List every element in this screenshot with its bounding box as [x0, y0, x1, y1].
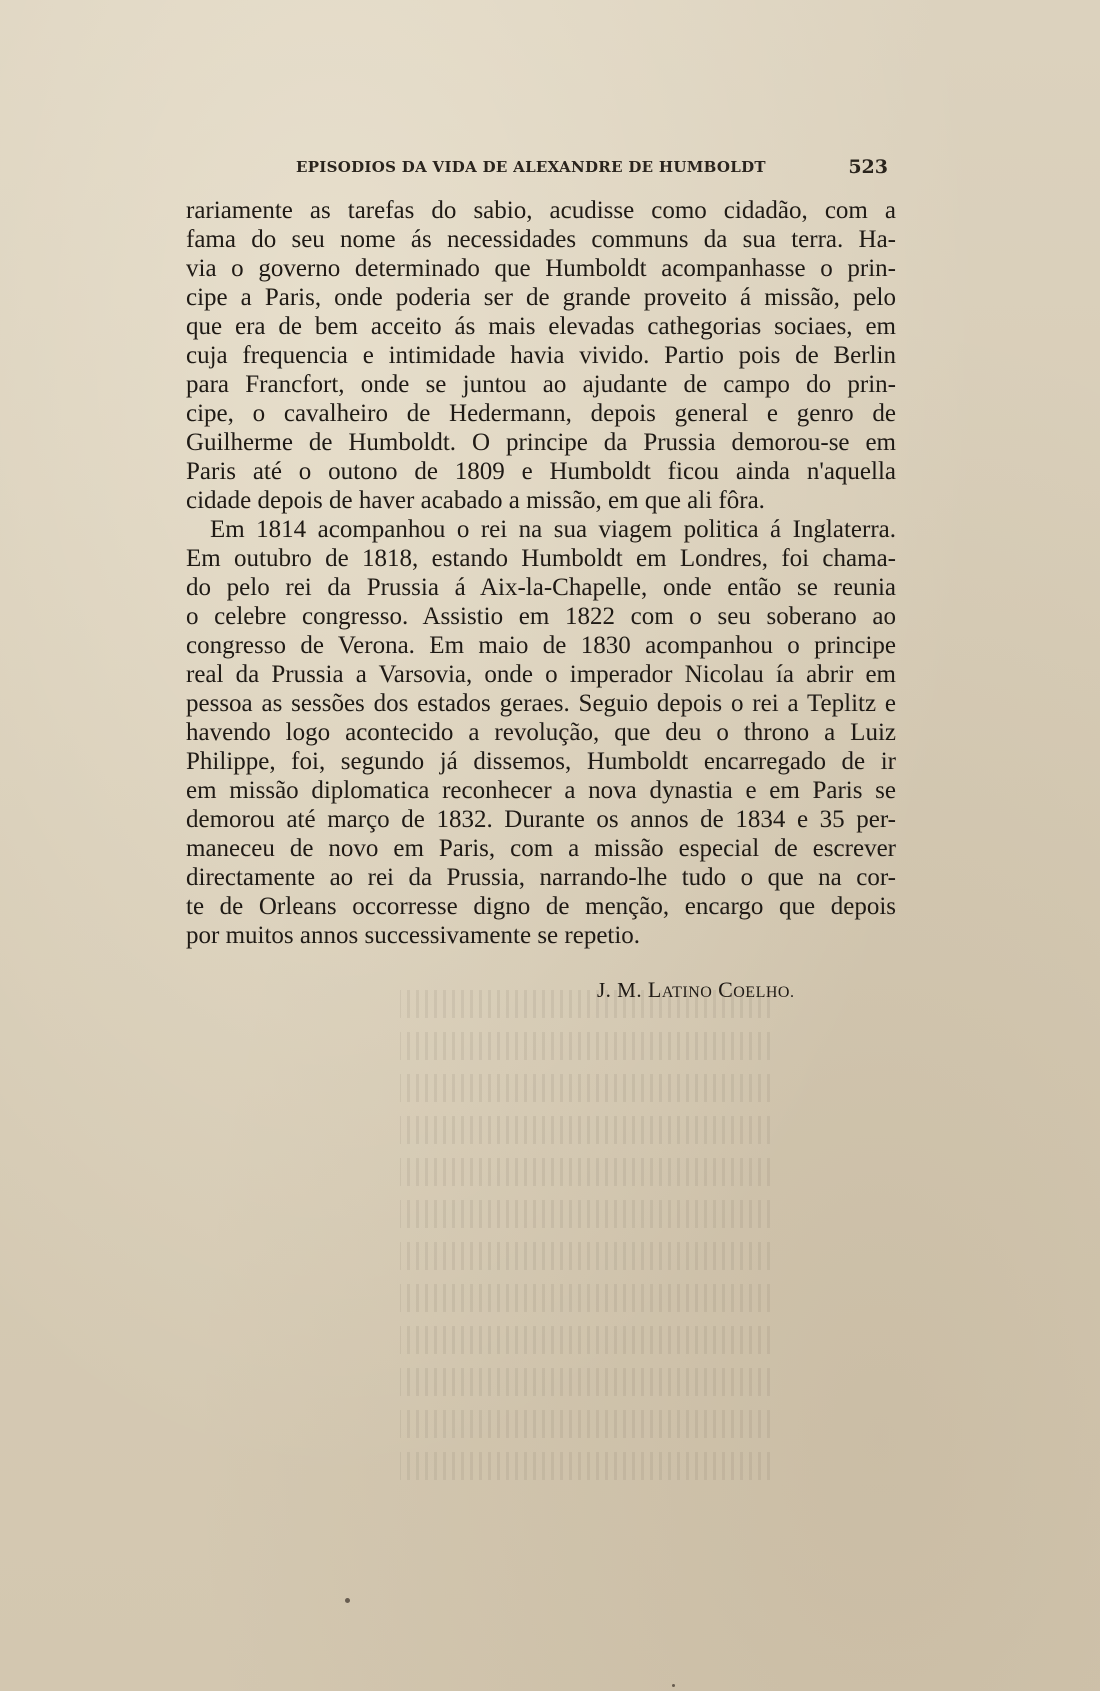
text-line: cidade depois de haver acabado a missão, em que ali fôra. [186, 487, 765, 514]
text-line: rariamente as tarefas do sabio, acudisse como cidadão, com a [186, 197, 896, 224]
text-line: Paris até o outono de 1809 e Humboldt ficou ainda n'aquella [186, 458, 896, 485]
text-line: que era de bem acceito ás mais elevadas cathegorias sociaes, em [186, 313, 896, 340]
body-text [186, 196, 896, 950]
text-line: por muitos annos successivamente se repetio. [186, 922, 641, 949]
signature-c-initial: C [718, 977, 734, 1002]
paper-speck [672, 1684, 675, 1687]
text-line: te de Orleans occorresse digno de menção, encargo que depois [186, 893, 896, 920]
text-line: do pelo rei da Prussia á Aix-la-Chapelle, onde então se reunia [186, 574, 896, 601]
text-line: fama do seu nome ás necessidades communs da sua terra. Ha- [186, 226, 896, 253]
author-signature [597, 977, 794, 1003]
text-line: o celebre congresso. Assistio em 1822 com o seu soberano ao [186, 603, 896, 630]
text-line: para Francfort, onde se juntou ao ajudante de campo do prin- [186, 371, 896, 398]
signature-l-initial: L [647, 977, 662, 1002]
running-head [186, 158, 888, 182]
page-number: 523 [848, 156, 888, 178]
running-title: EPISODIOS DA VIDA DE ALEXANDRE DE HUMBOLDT [296, 158, 766, 176]
text-line: cuja frequencia e intimidade havia vivido. Partio pois de Berlin [186, 342, 896, 369]
text-line: pessoa as sessões dos estados geraes. Seguio depois o rei a Teplitz e [186, 690, 896, 717]
text-line: real da Prussia a Varsovia, onde o imperador Nicolau ía abrir em [186, 661, 896, 688]
text-line: Philippe, foi, segundo já dissemos, Humboldt encarregado de ir [186, 748, 896, 775]
paper-speck [345, 1598, 350, 1603]
signature-initials: J. M. [597, 978, 643, 1002]
text-line: havendo logo acontecido a revolução, que deu o throno a Luiz [186, 719, 896, 746]
text-line: directamente ao rei da Prussia, narrando-lhe tudo o que na cor- [186, 864, 896, 891]
signature-c-rest: OELHO. [733, 984, 795, 1001]
text-line: Em 1814 acompanhou o rei na sua viagem politica á Inglaterra. [210, 516, 896, 543]
text-line: demorou até março de 1832. Durante os annos de 1834 e 35 per- [186, 806, 896, 833]
text-line: cipe a Paris, onde poderia ser de grande proveito á missão, pelo [186, 284, 896, 311]
text-line: em missão diplomatica reconhecer a nova dynastia e em Paris se [186, 777, 896, 804]
text-line: congresso de Verona. Em maio de 1830 acompanhou o principe [186, 632, 896, 659]
text-line: Em outubro de 1818, estando Humboldt em Londres, foi chama- [186, 545, 896, 572]
text-line: cipe, o cavalheiro de Hedermann, depois general e genro de [186, 400, 896, 427]
signature-l-rest: ATINO [661, 984, 713, 1001]
text-line: maneceu de novo em Paris, com a missão especial de escrever [186, 835, 896, 862]
show-through-texture [400, 990, 770, 1550]
text-line: via o governo determinado que Humboldt acompanhasse o prin- [186, 255, 896, 282]
text-line: Guilherme de Humboldt. O principe da Prussia demorou-se em [186, 429, 896, 456]
